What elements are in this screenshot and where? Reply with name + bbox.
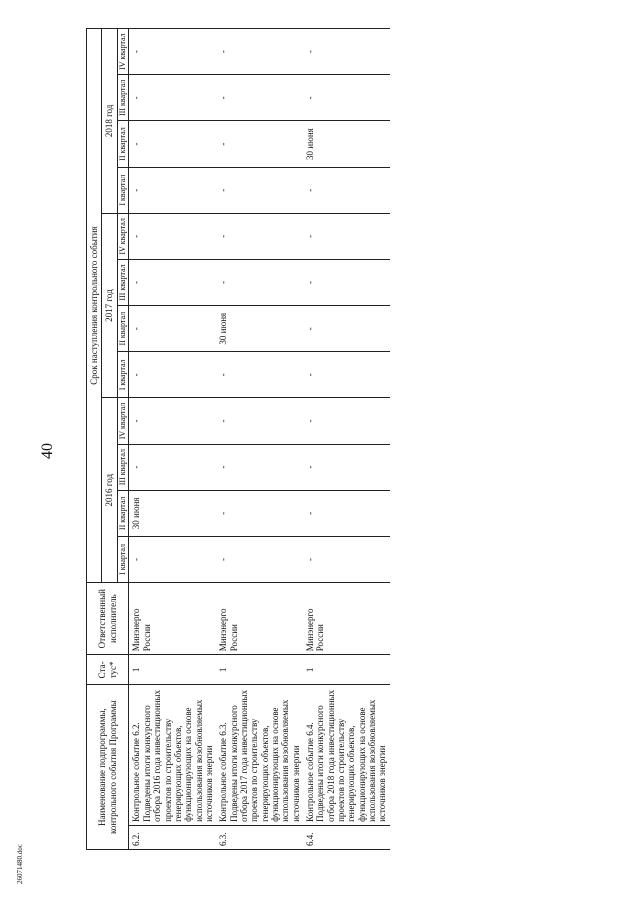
quarter-cell: -	[303, 75, 390, 121]
status-value: 1	[216, 655, 303, 685]
quarter-cell: -	[129, 75, 216, 121]
control-events-table	[86, 28, 390, 850]
header-quarter: I квартал	[117, 167, 129, 213]
header-quarter: II квартал	[117, 121, 129, 167]
quarter-cell: -	[216, 352, 303, 398]
row-number: 6.4.	[303, 825, 390, 849]
quarter-cell: -	[129, 259, 216, 305]
table-row	[216, 29, 303, 850]
quarter-cell: -	[303, 398, 390, 444]
quarter-cell: -	[129, 444, 216, 490]
header-year: 2017 год	[102, 213, 117, 398]
header-quarter: IV квартал	[117, 398, 129, 444]
quarter-cell: 30 июня	[216, 306, 303, 352]
quarter-cell: -	[216, 536, 303, 582]
event-name: Контрольное событие 6.2. Подведены итоги конкурсного отбора 2016 года инвестиционных проектов по строительству генерирующих объектов, функционирующих на основе использования возобновляемых источников энергии	[129, 685, 216, 826]
document-filename: 26071480.doc	[16, 844, 24, 884]
header-deadline: Срок наступления контрольного события	[87, 29, 102, 583]
header-quarter: IV квартал	[117, 29, 129, 75]
executor-value: Минэнерго России	[129, 583, 216, 655]
quarter-cell: -	[303, 536, 390, 582]
row-number: 6.3.	[216, 825, 303, 849]
quarter-cell: -	[129, 398, 216, 444]
quarter-cell: -	[129, 121, 216, 167]
quarter-cell: -	[129, 352, 216, 398]
header-quarter: I квартал	[117, 352, 129, 398]
quarter-cell: -	[216, 259, 303, 305]
quarter-cell: -	[129, 536, 216, 582]
quarter-cell: -	[303, 167, 390, 213]
quarter-cell: -	[303, 444, 390, 490]
header-quarter: II квартал	[117, 490, 129, 536]
status-value: 1	[303, 655, 390, 685]
quarter-cell: -	[216, 75, 303, 121]
header-quarter: II квартал	[117, 306, 129, 352]
quarter-cell: -	[129, 29, 216, 75]
quarter-cell: 30 июня	[129, 490, 216, 536]
quarter-cell: -	[216, 213, 303, 259]
header-quarter: I квартал	[117, 536, 129, 582]
quarter-cell: -	[216, 29, 303, 75]
event-name: Контрольное событие 6.4. Подведены итоги конкурсного отбора 2018 года инвестиционных проектов по строительству генерирующих объектов, функционирующих на основе использования возобновляемых источников энергии	[303, 685, 390, 826]
header-status: Ста-тус*	[87, 655, 129, 685]
quarter-cell: -	[216, 444, 303, 490]
page-number: 40	[39, 443, 56, 459]
header-quarter: III квартал	[117, 75, 129, 121]
quarter-cell: -	[216, 167, 303, 213]
quarter-cell: -	[303, 490, 390, 536]
quarter-cell: -	[129, 167, 216, 213]
quarter-cell: -	[303, 352, 390, 398]
quarter-cell: -	[303, 259, 390, 305]
header-year: 2018 год	[102, 29, 117, 214]
quarter-cell: -	[303, 306, 390, 352]
quarter-cell: 30 июня	[303, 121, 390, 167]
row-number: 6.2.	[129, 825, 216, 849]
quarter-cell: -	[303, 29, 390, 75]
table-row	[129, 29, 216, 850]
quarter-cell: -	[216, 398, 303, 444]
event-name: Контрольное событие 6.3. Подведены итоги конкурсного отбора 2017 года инвестиционных проектов по строительству генерирующих объектов, функционирующих на основе использования возобновляемых источников энергии	[216, 685, 303, 826]
executor-value: Минэнерго России	[216, 583, 303, 655]
quarter-cell: -	[129, 213, 216, 259]
status-value: 1	[129, 655, 216, 685]
header-year: 2016 год	[102, 398, 117, 583]
quarter-cell: -	[129, 306, 216, 352]
header-executor: Ответственный исполнитель	[87, 583, 129, 655]
header-quarter: III квартал	[117, 444, 129, 490]
header-quarter: IV квартал	[117, 213, 129, 259]
header-name: Наименование подпрограммы, контрольного события Программы	[87, 685, 129, 850]
quarter-cell: -	[303, 213, 390, 259]
table-row	[303, 29, 390, 850]
executor-value: Минэнерго России	[303, 583, 390, 655]
quarter-cell: -	[216, 121, 303, 167]
quarter-cell: -	[216, 490, 303, 536]
header-quarter: III квартал	[117, 259, 129, 305]
rotated-table-container	[86, 28, 640, 850]
